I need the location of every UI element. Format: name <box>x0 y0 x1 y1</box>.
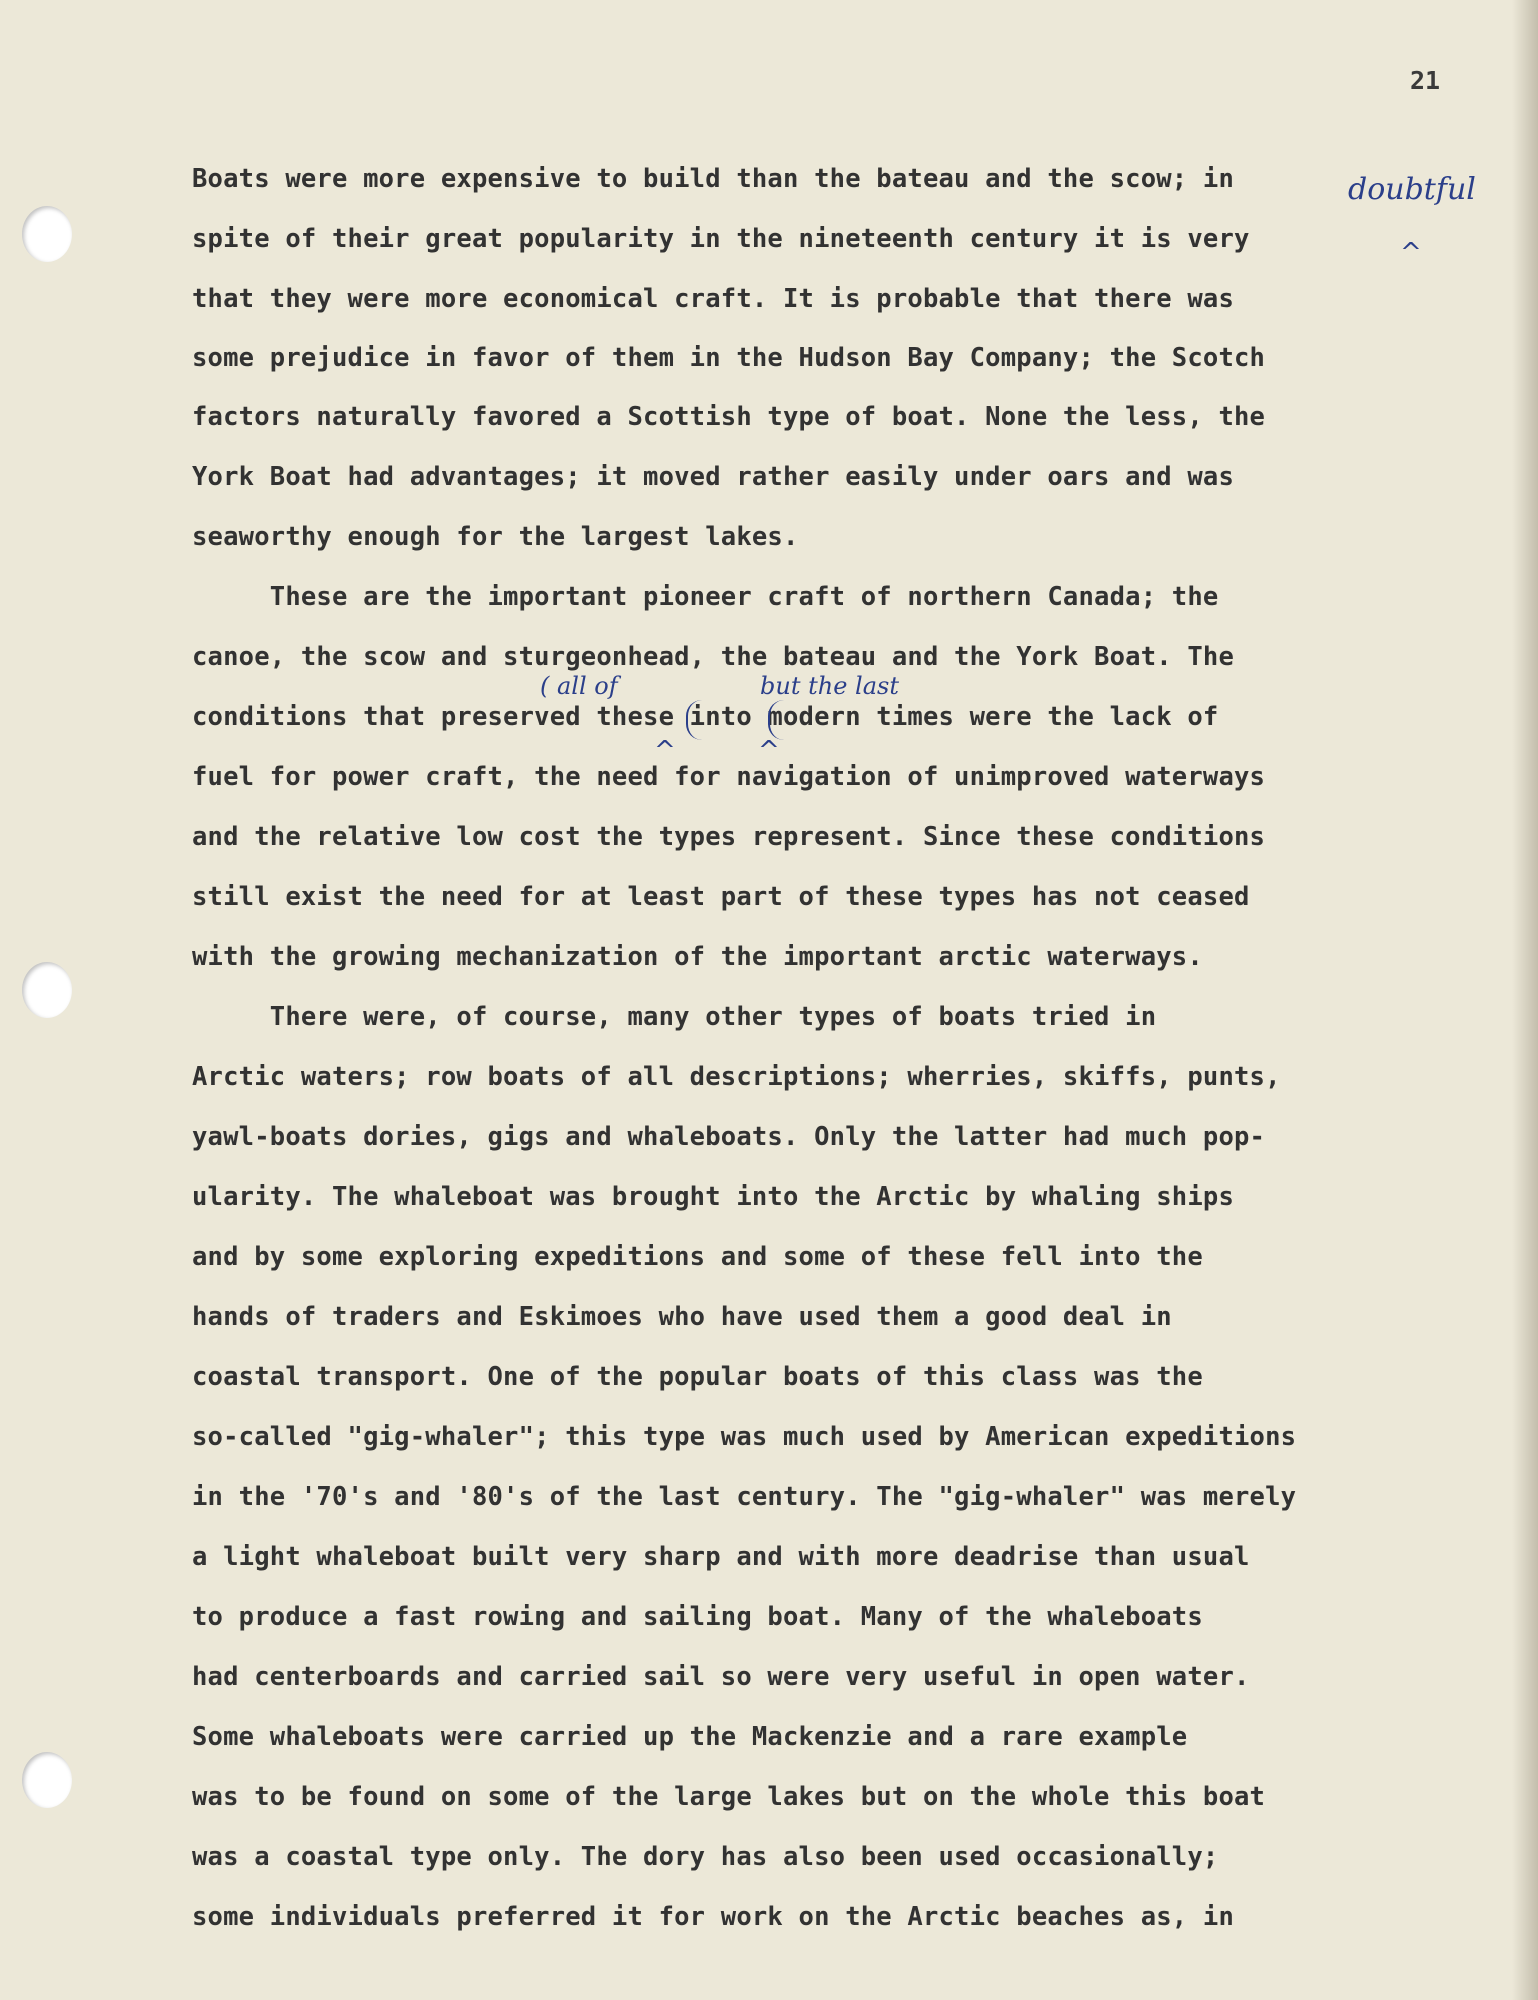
text-line: in the '70's and '80's of the last century. The "gig-whaler" was merely <box>192 1482 1297 1512</box>
text-line: to produce a fast rowing and sailing boat. Many of the whaleboats <box>192 1602 1203 1632</box>
text-line: Arctic waters; row boats of all descriptions; wherries, skiffs, punts, <box>192 1062 1281 1092</box>
text-line: seaworthy enough for the largest lakes. <box>192 522 799 552</box>
text-line: York Boat had advantages; it moved rather easily under oars and was <box>192 462 1235 492</box>
text-line: so-called "gig-whaler"; this type was much used by American expeditions <box>192 1422 1297 1452</box>
binder-hole-top <box>22 206 72 262</box>
text-line: still exist the need for at least part of these types has not ceased <box>192 882 1250 912</box>
bracket-mark <box>768 700 804 740</box>
text-line: ularity. The whaleboat was brought into the Arctic by whaling ships <box>192 1182 1235 1212</box>
text-line: hands of traders and Eskimoes who have used them a good deal in <box>192 1302 1172 1332</box>
text-line: some individuals preferred it for work on the Arctic beaches as, in <box>192 1902 1235 1932</box>
text-line: with the growing mechanization of the important arctic waterways. <box>192 942 1203 972</box>
text-line: These are the important pioneer craft of northern Canada; the <box>192 582 1219 612</box>
insertion-caret: ^ <box>1400 238 1422 268</box>
text-line: Boats were more expensive to build than the bateau and the scow; in <box>192 164 1235 194</box>
text-line: Some whaleboats were carried up the Mackenzie and a rare example <box>192 1722 1188 1752</box>
insertion-caret: ^ <box>654 736 676 766</box>
insertion-caret: ^ <box>758 736 780 766</box>
page-number: 21 <box>1410 66 1441 95</box>
handwritten-but-the-last: but the last <box>760 672 899 700</box>
bracket-mark <box>686 700 722 740</box>
text-line: coastal transport. One of the popular boats of this class was the <box>192 1362 1203 1392</box>
handwritten-all-of: ( all of <box>540 672 618 700</box>
text-line: was a coastal type only. The dory has also been used occasionally; <box>192 1842 1219 1872</box>
text-line: a light whaleboat built very sharp and with more deadrise than usual <box>192 1542 1250 1572</box>
text-line: There were, of course, many other types of boats tried in <box>192 1002 1157 1032</box>
text-line: and by some exploring expeditions and some of these fell into the <box>192 1242 1203 1272</box>
text-line: some prejudice in favor of them in the Hudson Bay Company; the Scotch <box>192 343 1266 373</box>
page-edge-shadow <box>1512 0 1538 2000</box>
binder-hole-bottom <box>22 1752 72 1808</box>
text-line: was to be found on some of the large lakes but on the whole this boat <box>192 1782 1266 1812</box>
text-line: conditions that preserved these into modern times were the lack of <box>192 702 1219 732</box>
text-line: that they were more economical craft. It is probable that there was <box>192 284 1235 314</box>
text-line: canoe, the scow and sturgeonhead, the bateau and the York Boat. The <box>192 642 1235 672</box>
handwritten-doubtful: doubtful <box>1348 172 1476 207</box>
binder-hole-middle <box>22 962 72 1018</box>
text-line: yawl-boats dories, gigs and whaleboats. Only the latter had much pop- <box>192 1122 1266 1152</box>
text-line: spite of their great popularity in the nineteenth century it is very <box>192 224 1250 254</box>
text-line: had centerboards and carried sail so were very useful in open water. <box>192 1662 1250 1692</box>
text-line: and the relative low cost the types represent. Since these conditions <box>192 822 1266 852</box>
text-line: fuel for power craft, the need for navigation of unimproved waterways <box>192 762 1266 792</box>
text-line: factors naturally favored a Scottish type of boat. None the less, the <box>192 402 1266 432</box>
